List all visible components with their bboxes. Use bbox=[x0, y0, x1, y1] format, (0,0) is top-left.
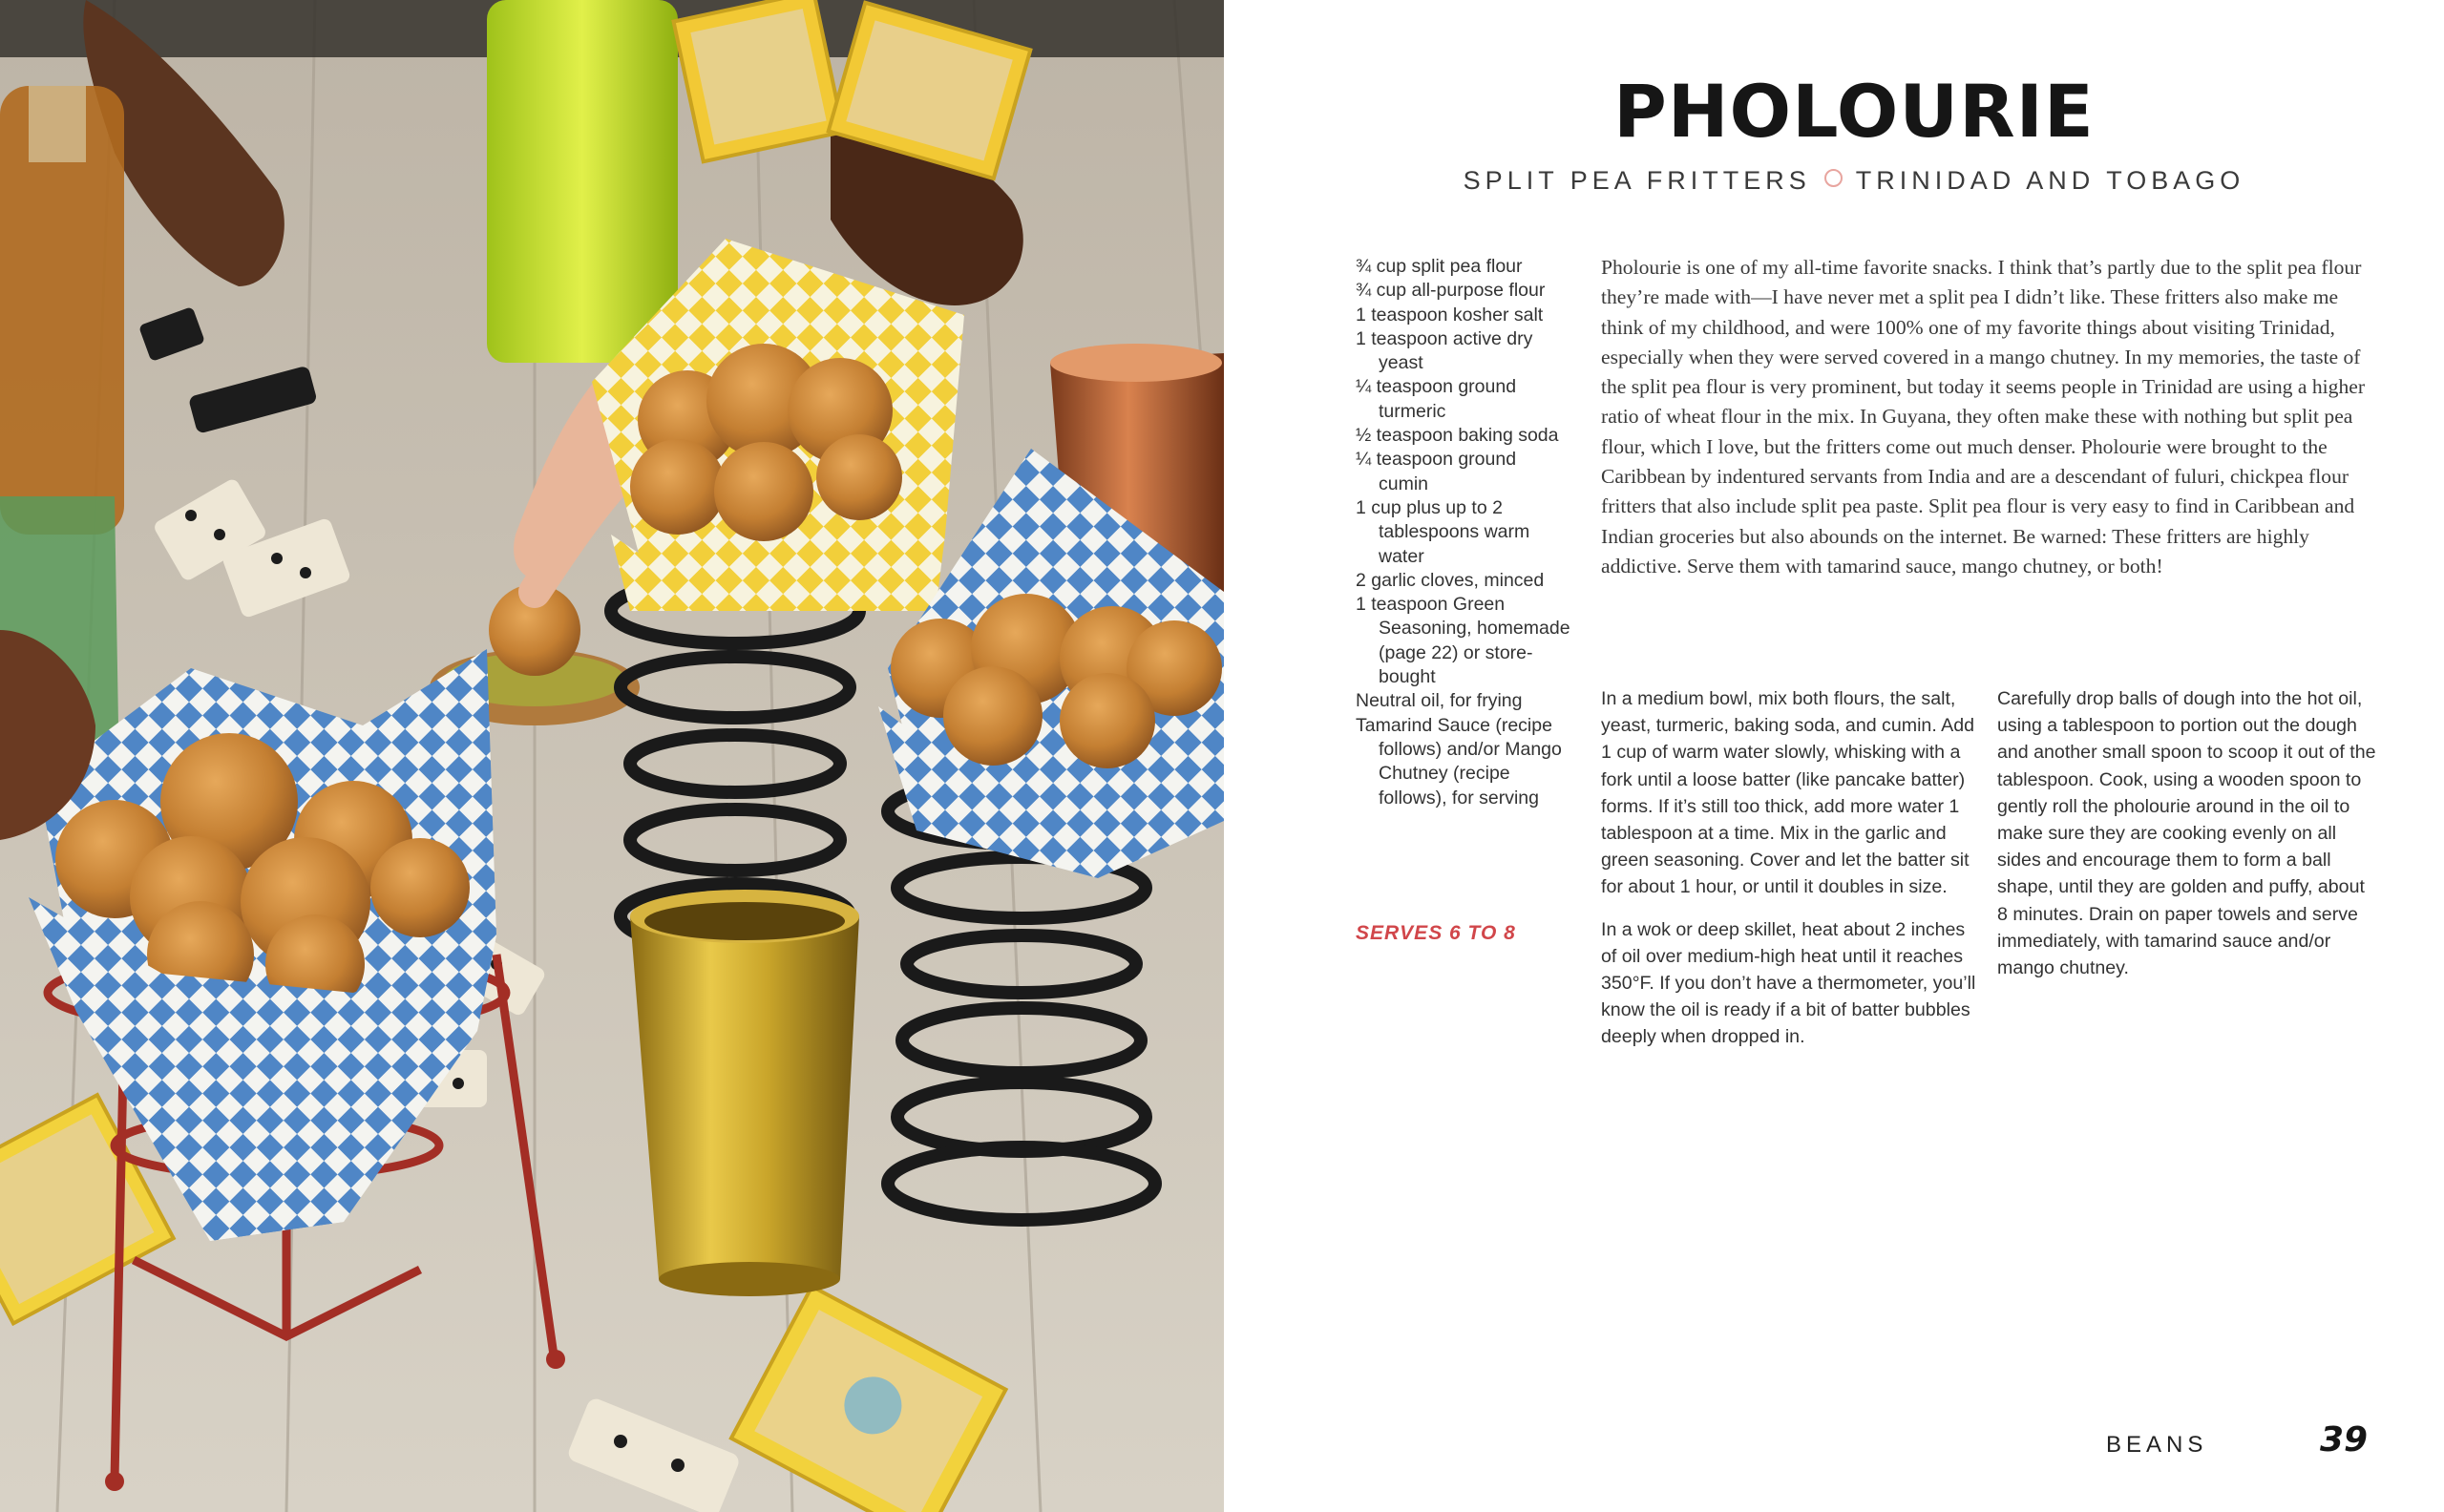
ingredient-item: Neutral oil, for frying bbox=[1356, 690, 1523, 712]
method-step: In a medium bowl, mix both flours, the salt, yeast, turmeric, baking soda, and cumin. Add 1 cup of warm water slowly, whisking with a fork until a loose batter (like pancake batter) forms. If it’s still too thick, add more water 1 tablespoon at a time. Mix in the garlic and green seasoning. Cover and let the batter sit for about 1 hour, or until it doubles in size. bbox=[1601, 688, 1974, 898]
page-number: 39 bbox=[2320, 1420, 2369, 1460]
ingredient-item: ¼ teaspoon ground turmeric bbox=[1356, 376, 1517, 422]
ingredient-item: ¼ teaspoon ground cumin bbox=[1356, 449, 1517, 494]
method-step: In a wok or deep skillet, heat about 2 inches of oil over medium-high heat until it reaches 350°F. If you don’t have a thermometer, you’ll know the oil is ready if a bit of batter bubbles deeply when dropped in. bbox=[1601, 918, 1976, 1048]
subtitle-origin: TRINIDAD AND TOBAGO bbox=[1855, 166, 2245, 195]
ingredient-item: ¾ cup all-purpose flour bbox=[1356, 280, 1546, 302]
ingredient-item: 2 garlic cloves, minced bbox=[1356, 569, 1545, 591]
ingredient-item: 1 teaspoon Green Seasoning, homemade (page 22) or store-bought bbox=[1356, 594, 1570, 688]
ingredients-list bbox=[1356, 255, 1570, 810]
ingredient-item: 1 cup plus up to 2 tablespoons warm water bbox=[1356, 496, 1530, 567]
ingredient-item: 1 teaspoon kosher salt bbox=[1356, 304, 1544, 326]
ingredient-item: ½ teaspoon baking soda bbox=[1356, 425, 1559, 447]
section-footer: BEANS bbox=[2106, 1432, 2208, 1458]
recipe-intro: Pholourie is one of my all-time favorite snacks. I think that’s partly due to the split pea flour they’re made with—I have never met a split pea I didn’t like. These fritters also make me think of my childhood, and were 100% one of my favorite things about visiting Trinidad, especially when they were served covered in a mango chutney. In my memories, the taste of the split pea flour is very prominent, but today it seems people in Trinidad are using a higher ratio of wheat flour in the mix. In Guyana, they often make these with nothing but split pea flour, which I love, but the fritters come out much denser. Pholourie were brought to the Caribbean by indentured servants from India and are a descendant of fuluri, chickpea flour fritters that also include split pea paste. Split pea flour is very easy to find in Caribbean and Indian groceries but also abounds on the internet. Be warned: These fritters are highly addictive. Serve them with tamarind sauce, mango chutney, or both! bbox=[1601, 256, 2366, 578]
ingredient-item: ¾ cup split pea flour bbox=[1356, 256, 1523, 277]
subtitle-dish-name: SPLIT PEA FRITTERS bbox=[1463, 166, 1811, 195]
method-column-1 bbox=[1601, 685, 1983, 1066]
circle-separator-icon bbox=[1824, 169, 1843, 187]
serves-label: SERVES 6 TO 8 bbox=[1356, 922, 1516, 944]
recipe-subtitle bbox=[1224, 166, 2444, 196]
method-column-2 bbox=[1997, 685, 2379, 997]
ingredient-item: Tamarind Sauce (recipe follows) and/or Mango Chutney (recipe follows), for serving bbox=[1356, 714, 1562, 808]
method-step: Carefully drop balls of dough into the hot oil, using a tablespoon to portion out the dough and another small spoon to scoop it out of the tablespoon. Cook, using a wooden spoon to gently roll the pholourie around in the oil to make sure they are cooking evenly on all sides and encourage them to form a ball shape, until they are golden and puffy, about 8 minutes. Drain on paper towels and serve immediately, with tamarind sauce and/or mango chutney. bbox=[1997, 688, 2376, 979]
ingredient-item: 1 teaspoon active dry yeast bbox=[1356, 327, 1533, 374]
recipe-title: PHOLOURIE bbox=[1613, 69, 2095, 154]
